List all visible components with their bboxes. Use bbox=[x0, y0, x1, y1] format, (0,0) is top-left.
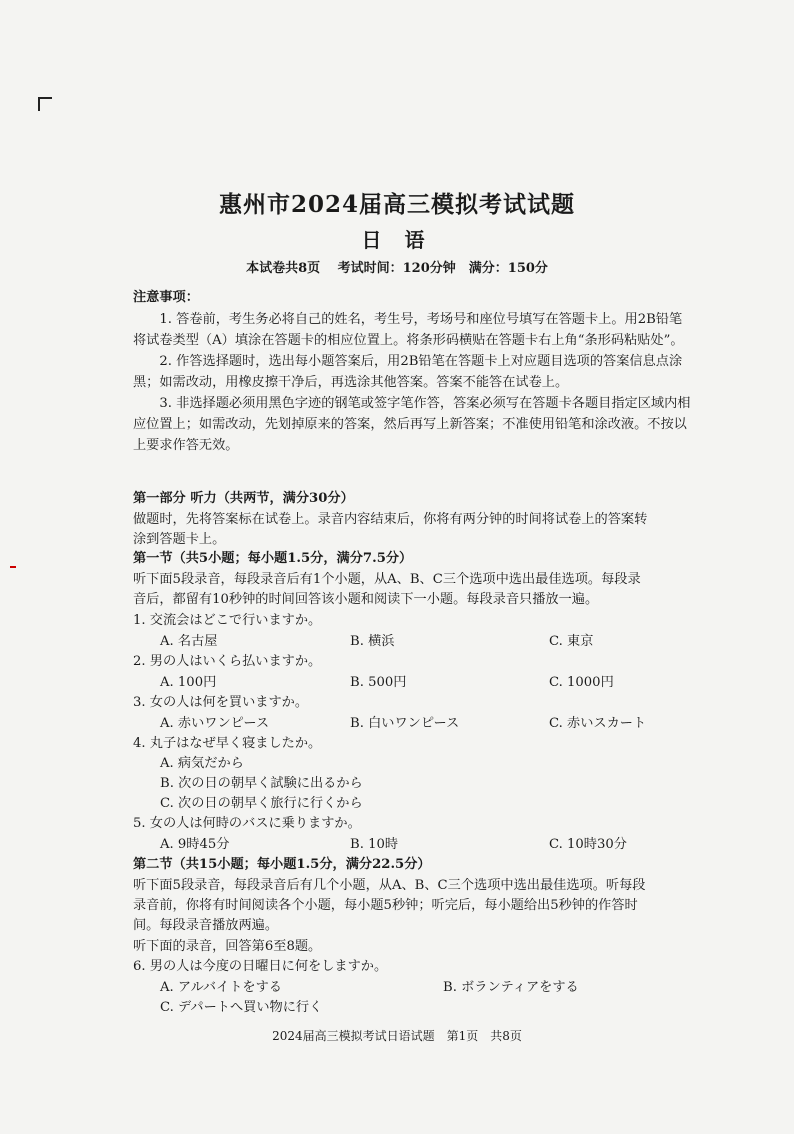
option-b: B. 10時 bbox=[350, 837, 399, 852]
part1-instruction: 涂到答题卡上。 bbox=[133, 532, 226, 547]
section2-instruction: 听下面5段录音，每段录音后有几个小题，从A、B、C三个选项中选出最佳选项。听每段 bbox=[133, 878, 646, 893]
section2-instruction: 录音前，你将有时间阅读各个小题，每小题5秒钟；听完后，每小题给出5秒钟的作答时 bbox=[133, 898, 638, 913]
option-a: A. 名古屋 bbox=[160, 634, 218, 649]
option-c: C. 赤いスカート bbox=[549, 716, 647, 731]
option-b: B. 次の日の朝早く試験に出るから bbox=[160, 776, 363, 791]
question-2: 2. 男の人はいくら払いますか。 bbox=[133, 654, 322, 669]
corner-mark bbox=[38, 97, 52, 111]
red-mark bbox=[10, 566, 16, 568]
part1-heading: 第一部分 听力（共两节，满分30分） bbox=[133, 491, 354, 506]
listen-instruction: 听下面的录音，回答第6至8题。 bbox=[133, 939, 322, 954]
option-a: A. 病気だから bbox=[160, 756, 244, 771]
question-1: 1. 交流会はどこで行いますか。 bbox=[133, 613, 322, 628]
section1-instruction: 听下面5段录音，每段录音后有1个小题，从A、B、C三个选项中选出最佳选项。每段录 bbox=[133, 572, 641, 587]
option-c: C. 1000円 bbox=[549, 675, 614, 690]
note-item: 3. 非选择题必须用黑色字迹的钢笔或签字笔作答，答案必须写在答题卡各题目指定区域内相应位置上；如需改动，先划掉原来的答案，然后再写上新答案；不准使用铅笔和涂改液。不按以上要求作答无效。 bbox=[133, 396, 691, 453]
option-a: A. アルバイトをする bbox=[160, 980, 282, 995]
question-4: 4. 丸子はなぜ早く寝ましたか。 bbox=[133, 736, 322, 751]
option-c: C. 東京 bbox=[549, 634, 594, 649]
question-6: 6. 男の人は今度の日曜日に何をしますか。 bbox=[133, 959, 388, 974]
page-title: 惠州市2024届高三模拟考试试题 bbox=[218, 191, 575, 218]
section1-heading: 第一节（共5小题；每小题1.5分，满分7.5分） bbox=[133, 551, 413, 566]
notes-heading: 注意事项： bbox=[133, 290, 199, 305]
option-a: A. 赤いワンピース bbox=[160, 716, 270, 731]
section1-instruction: 音后，都留有10秒钟的时间回答该小题和阅读下一小题。每段录音只播放一遍。 bbox=[133, 592, 599, 607]
section2-heading: 第二节（共15小题；每小题1.5分，满分22.5分） bbox=[133, 857, 431, 872]
option-b: B. 500円 bbox=[350, 675, 407, 690]
exam-info: 本试卷共8页 考试时间：120分钟 满分：150分 bbox=[246, 261, 548, 276]
option-b: B. ボランティアをする bbox=[443, 980, 579, 995]
question-5: 5. 女の人は何時のバスに乗りますか。 bbox=[133, 816, 361, 831]
option-c: C. 10時30分 bbox=[549, 837, 627, 852]
option-c: C. 次の日の朝早く旅行に行くから bbox=[160, 796, 363, 811]
notes-list bbox=[133, 309, 693, 456]
part1-instruction: 做题时，先将答案标在试卷上。录音内容结束后，你将有两分钟的时间将试卷上的答案转 bbox=[133, 512, 648, 527]
subject-title: 日 语 bbox=[361, 228, 433, 252]
page-footer: 2024届高三模拟考试日语试题 第1页 共8页 bbox=[272, 1029, 522, 1043]
option-b: B. 横浜 bbox=[350, 634, 395, 649]
option-c: C. デパートへ買い物に行く bbox=[160, 1000, 323, 1015]
option-a: A. 9時45分 bbox=[160, 837, 230, 852]
note-item: 2. 作答选择题时，选出每小题答案后，用2B铅笔在答题卡上对应题目选项的答案信息点涂黑；如需改动，用橡皮擦干净后，再选涂其他答案。答案不能答在试卷上。 bbox=[133, 354, 683, 390]
question-3: 3. 女の人は何を買いますか。 bbox=[133, 695, 309, 710]
section2-instruction: 间。每段录音播放两遍。 bbox=[133, 918, 279, 933]
note-item: 1. 答卷前，考生务必将自己的姓名，考生号，考场号和座位号填写在答题卡上。用2B铅笔将试卷类型（A）填涂在答题卡的相应位置上。将条形码横贴在答题卡右上角“条形码粘贴处”。 bbox=[133, 312, 684, 348]
option-a: A. 100円 bbox=[160, 675, 217, 690]
option-b: B. 白いワンピース bbox=[350, 716, 460, 731]
